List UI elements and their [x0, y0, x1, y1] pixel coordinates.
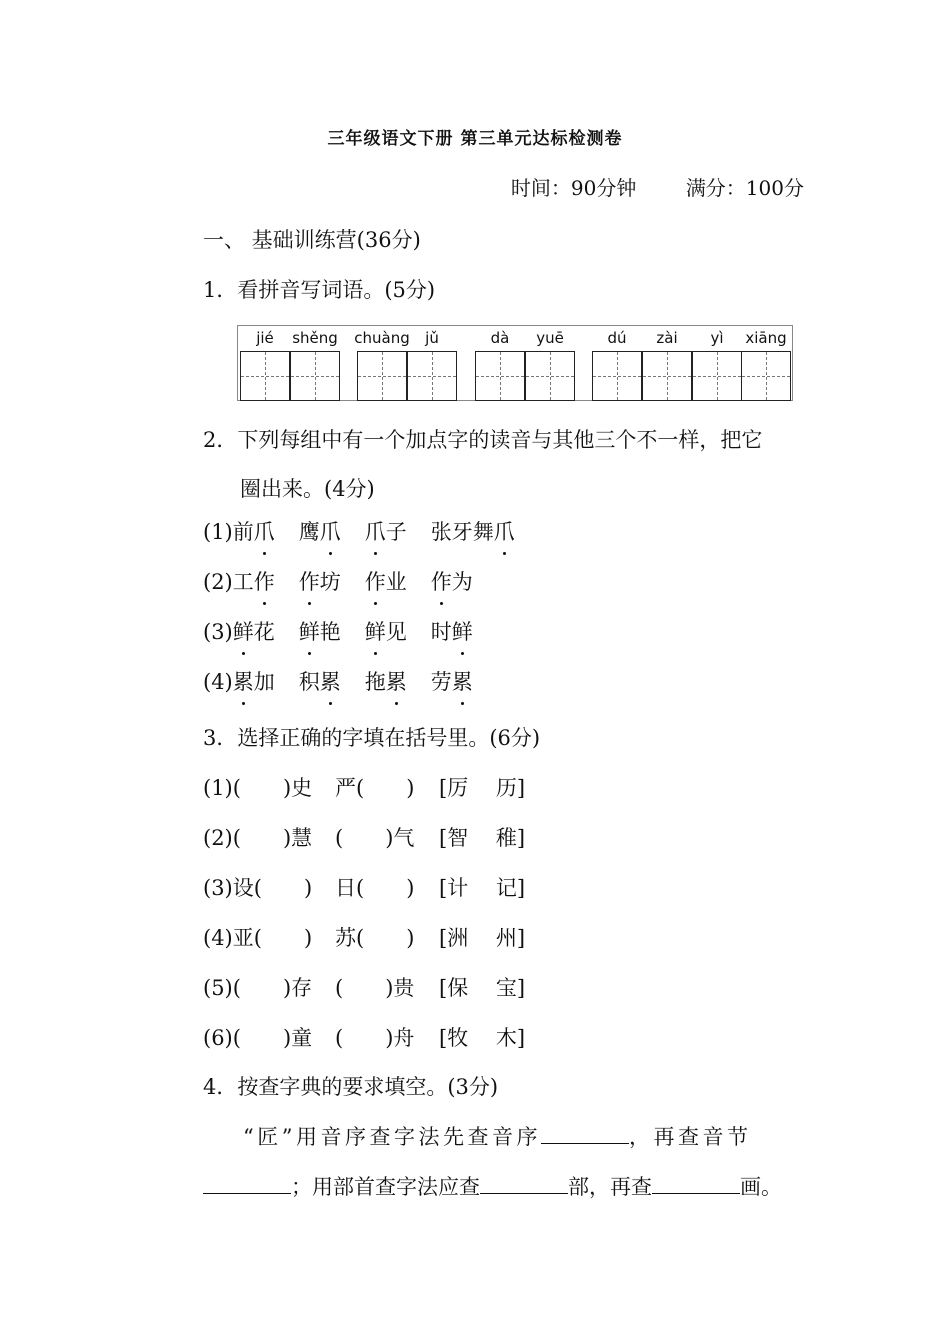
- blank-b[interactable]: ( )贵: [335, 976, 415, 1000]
- q3-row: [203, 772, 525, 802]
- dotted-char: 累: [452, 666, 473, 696]
- pinyin-label: dú: [607, 329, 627, 347]
- dotted-char: 爪: [320, 516, 341, 546]
- time-limit: 时间：90分钟: [510, 176, 637, 200]
- q4-prompt: 4．按查字典的要求填空。(3分): [203, 1075, 499, 1099]
- word: 作坊: [299, 570, 341, 594]
- q4-line2: [203, 1171, 782, 1201]
- pinyin-label: dà: [490, 329, 510, 347]
- dotted-char: 作: [365, 566, 386, 596]
- q2-prompt-line2: 圈出来。(4分): [240, 477, 375, 501]
- dotted-char: 累: [320, 666, 341, 696]
- q3-row: [203, 972, 525, 1002]
- dotted-char: 爪: [365, 516, 386, 546]
- writing-box[interactable]: [357, 351, 407, 401]
- exam-title: 三年级语文下册 第三单元达标检测卷: [327, 129, 623, 149]
- answer-blank[interactable]: [480, 1175, 568, 1194]
- q2-row: [203, 616, 473, 646]
- pinyin-label: jǔ: [425, 329, 439, 347]
- word: 鲜见: [365, 620, 407, 644]
- answer-blank[interactable]: [652, 1175, 740, 1194]
- blank-b[interactable]: 日( ): [335, 876, 415, 900]
- writing-box[interactable]: [741, 351, 791, 401]
- writing-box[interactable]: [407, 351, 457, 401]
- word: 劳累: [431, 670, 473, 694]
- word: 鲜艳: [299, 620, 341, 644]
- blank-a[interactable]: (4)亚( ): [203, 926, 313, 950]
- word: 作为: [431, 570, 473, 594]
- dotted-char: 累: [233, 666, 254, 696]
- pinyin-label: jié: [256, 329, 274, 347]
- word: 作业: [365, 570, 407, 594]
- blank-a[interactable]: (3)设( ): [203, 876, 313, 900]
- writing-box[interactable]: [525, 351, 575, 401]
- blank-b[interactable]: 严( ): [335, 776, 415, 800]
- q3-prompt: 3．选择正确的字填在括号里。(6分): [203, 726, 541, 750]
- dotted-char: 鲜: [233, 616, 254, 646]
- q2-prompt-line1: 2．下列每组中有一个加点字的读音与其他三个不一样，把它: [203, 428, 763, 452]
- dotted-char: 爪: [254, 516, 275, 546]
- pinyin-label: yì: [710, 329, 724, 347]
- section-heading: 一、 基础训练营(36分): [203, 228, 421, 252]
- dotted-char: 作: [299, 566, 320, 596]
- pinyin-label: yuē: [536, 329, 564, 347]
- q4-line1: [243, 1121, 751, 1151]
- row-number: (4): [203, 670, 233, 694]
- q4-text: 部，再查: [568, 1175, 652, 1199]
- full-score: 满分：100分: [685, 176, 804, 200]
- choices: [计 记]: [439, 876, 526, 900]
- choices: [牧 木]: [439, 1026, 526, 1050]
- blank-a[interactable]: (6)( )童: [203, 1026, 313, 1050]
- writing-box[interactable]: [475, 351, 525, 401]
- word: 前爪: [233, 520, 275, 544]
- dotted-char: 累: [386, 666, 407, 696]
- row-number: (2): [203, 570, 233, 594]
- q2-row: [203, 666, 473, 696]
- blank-b[interactable]: 苏( ): [335, 926, 415, 950]
- word: 工作: [233, 570, 275, 594]
- writing-box[interactable]: [592, 351, 642, 401]
- writing-box[interactable]: [692, 351, 742, 401]
- q4-text: “匠”用音序查字法先查音序: [243, 1125, 541, 1149]
- writing-box[interactable]: [642, 351, 692, 401]
- blank-a[interactable]: (5)( )存: [203, 976, 313, 1000]
- q2-row: [203, 566, 473, 596]
- row-number: (3): [203, 620, 233, 644]
- pinyin-label: chuàng: [354, 329, 410, 347]
- choices: [厉 历]: [439, 776, 526, 800]
- q1-prompt: 1．看拼音写词语。(5分): [203, 278, 436, 302]
- dotted-char: 作: [431, 566, 452, 596]
- blank-a[interactable]: (1)( )史: [203, 776, 313, 800]
- q4-text: ，再查音节: [628, 1125, 752, 1149]
- exam-meta: [511, 172, 804, 201]
- pinyin-label: zài: [656, 329, 678, 347]
- answer-blank[interactable]: [203, 1175, 291, 1194]
- word: 鹰爪: [299, 520, 341, 544]
- dotted-char: 爪: [494, 516, 515, 546]
- dotted-char: 作: [254, 566, 275, 596]
- dotted-char: 鲜: [299, 616, 320, 646]
- choices: [智 稚]: [439, 826, 526, 850]
- word: 拖累: [365, 670, 407, 694]
- pinyin-label: shěng: [292, 329, 338, 347]
- word: 时鲜: [431, 620, 473, 644]
- word: 累加: [233, 670, 275, 694]
- dotted-char: 鲜: [365, 616, 386, 646]
- q3-row: [203, 1022, 525, 1052]
- writing-box[interactable]: [240, 351, 290, 401]
- q4-text: 画。: [740, 1175, 782, 1199]
- word: 鲜花: [233, 620, 275, 644]
- blank-b[interactable]: ( )气: [335, 826, 415, 850]
- q4-text: ；用部首查字法应查: [291, 1175, 480, 1199]
- answer-blank[interactable]: [541, 1125, 629, 1144]
- blank-b[interactable]: ( )舟: [335, 1026, 415, 1050]
- row-number: (1): [203, 520, 233, 544]
- word: 积累: [299, 670, 341, 694]
- q2-row: [203, 516, 515, 546]
- word: 张牙舞爪: [431, 520, 515, 544]
- choices: [洲 州]: [439, 926, 526, 950]
- q3-row: [203, 872, 525, 902]
- writing-box[interactable]: [290, 351, 340, 401]
- pinyin-label: xiāng: [745, 329, 787, 347]
- q3-row: [203, 822, 525, 852]
- q3-row: [203, 922, 525, 952]
- blank-a[interactable]: (2)( )慧: [203, 826, 313, 850]
- dotted-char: 鲜: [452, 616, 473, 646]
- word: 爪子: [365, 520, 407, 544]
- choices: [保 宝]: [439, 976, 526, 1000]
